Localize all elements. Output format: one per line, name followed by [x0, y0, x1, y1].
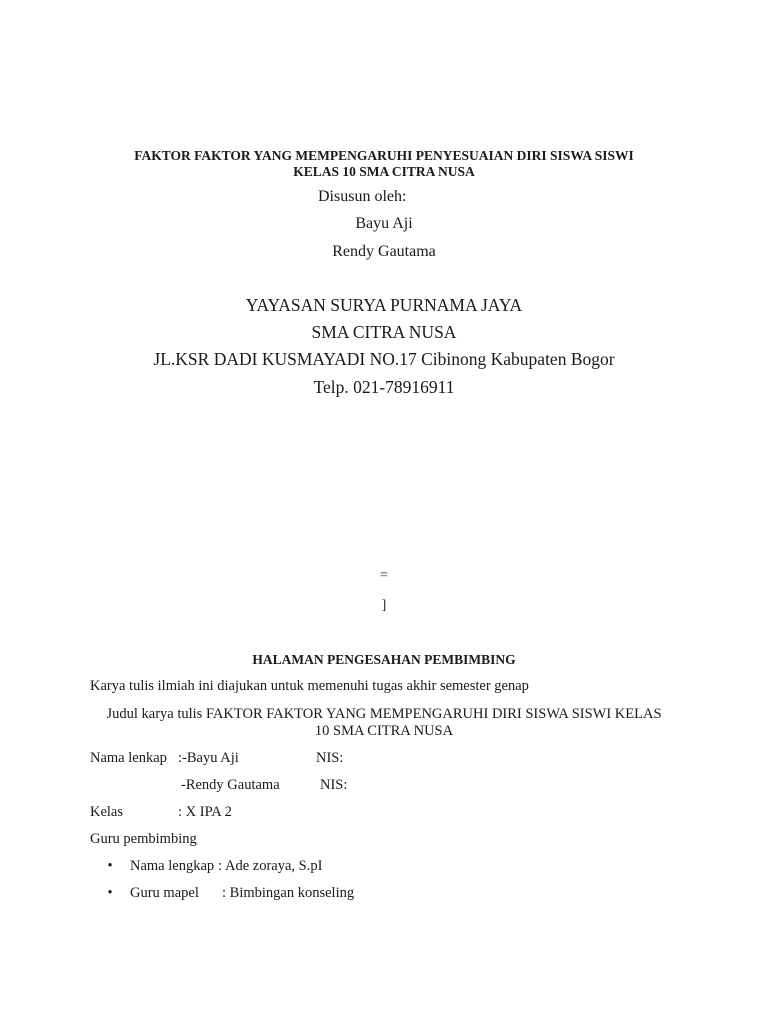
school-phone: Telp. 021-78916911 — [313, 377, 455, 397]
prepared-by-label: Disusun oleh: — [318, 188, 407, 205]
document-title-line1: FAKTOR FAKTOR YANG MEMPENGARUHI PENYESUAIAN DIRI SISWA SISWI — [134, 148, 634, 163]
nama-value-1: :-Bayu Aji — [178, 750, 239, 766]
bullet-label-1: Nama lengkap — [130, 858, 215, 874]
approval-intro: Karya tulis ilmiah ini diajukan untuk memenuhi tugas akhir semester genap — [90, 678, 529, 694]
kelas-value: : X IPA 2 — [178, 804, 232, 820]
bullet-value-1: : Ade zoraya, S.pI — [218, 858, 323, 874]
school-name: SMA CITRA NUSA — [311, 322, 457, 342]
nis-label-1: NIS: — [316, 750, 344, 766]
nis-label-2: NIS: — [320, 777, 348, 793]
bullet-icon: • — [107, 885, 113, 901]
nama-value-2: -Rendy Gautama — [181, 777, 280, 793]
list-item — [90, 885, 354, 902]
bullet-icon: • — [107, 858, 113, 874]
guru-pembimbing-label: Guru pembimbing — [90, 831, 197, 847]
approval-heading: HALAMAN PENGESAHAN PEMBIMBING — [252, 652, 516, 667]
list-item — [90, 858, 322, 875]
judul-line2: 10 SMA CITRA NUSA — [314, 723, 454, 739]
author-name-1: Bayu Aji — [355, 215, 413, 232]
author-name-2: Rendy Gautama — [332, 243, 436, 260]
school-address: JL.KSR DADI KUSMAYADI NO.17 Cibinong Kabupaten Bogor — [153, 349, 615, 369]
bracket-mark: ] — [381, 598, 387, 613]
bullet-value-2: : Bimbingan konseling — [222, 885, 355, 901]
foundation-name: YAYASAN SURYA PURNAMA JAYA — [245, 295, 523, 315]
equals-mark: = — [380, 568, 388, 583]
kelas-label: Kelas — [90, 804, 124, 820]
nama-label: Nama lenkap — [90, 750, 167, 766]
bullet-label-2: Guru mapel — [130, 885, 199, 901]
document-title-line2: KELAS 10 SMA CITRA NUSA — [293, 164, 475, 179]
judul-line1: Judul karya tulis FAKTOR FAKTOR YANG MEMPENGARUHI DIRI SISWA SISWI KELAS — [106, 706, 662, 722]
